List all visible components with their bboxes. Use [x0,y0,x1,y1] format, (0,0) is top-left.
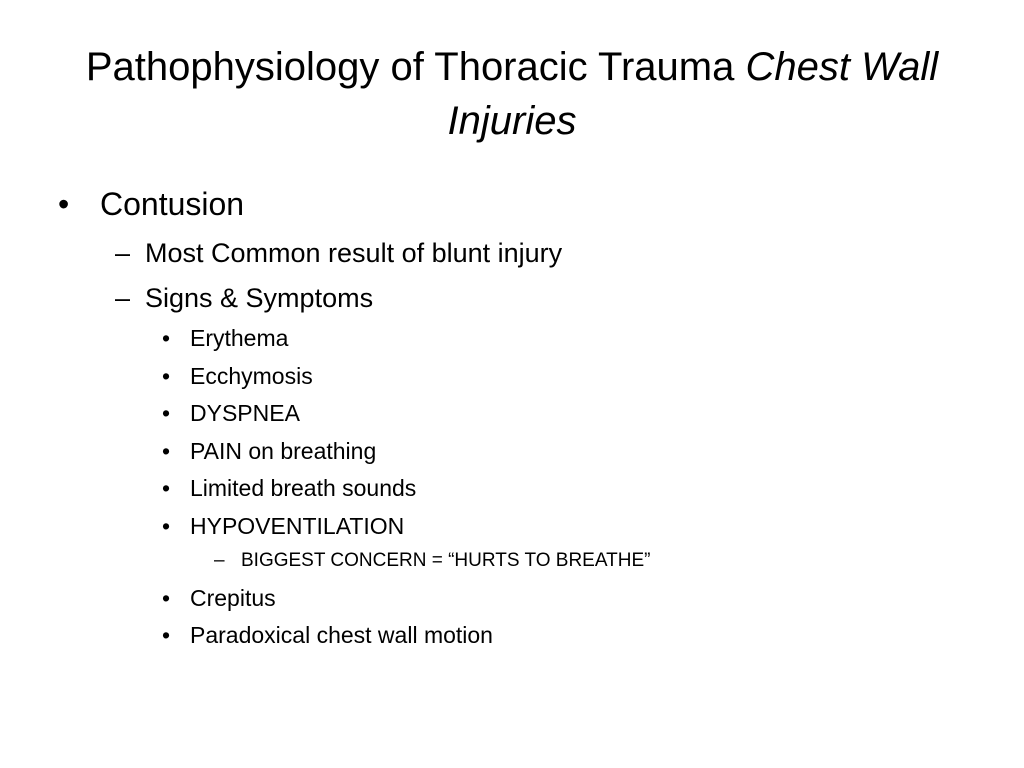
note-text: BIGGEST CONCERN = “HURTS TO BREATHE” [241,550,651,571]
bullet-dot-icon: • [162,325,171,351]
bullet-dot-icon: • [162,585,171,611]
symptom-text: Limited breath sounds [190,475,417,501]
bullet-dot-icon: • [58,186,70,222]
dash-icon: – [115,283,131,313]
sub-item-text: Most Common result of blunt injury [145,238,563,268]
bullet-dot-icon: • [162,513,171,539]
bullet-dot-icon: • [162,475,171,501]
dash-icon: – [214,550,225,571]
title-italic: Chest Wall Injuries [447,45,939,143]
bullet-dot-icon: • [162,622,171,648]
bullet-dot-icon: • [162,438,171,464]
symptom-text: Ecchymosis [190,363,313,389]
symptom-text: Crepitus [190,585,276,611]
symptom-text: DYSPNEA [190,400,300,426]
title-main: Pathophysiology of Thoracic Trauma [85,45,735,89]
symptom-text: Paradoxical chest wall motion [190,622,493,648]
dash-icon: – [115,238,131,268]
symptom-text: PAIN on breathing [190,438,377,464]
slide-title [40,40,984,148]
symptom-text: Erythema [190,325,289,351]
symptom-text: HYPOVENTILATION [190,513,405,539]
bullet-text: Contusion [100,186,245,222]
sub-item-text: Signs & Symptoms [145,283,374,313]
bullet-dot-icon: • [162,400,171,426]
bullet-dot-icon: • [162,363,171,389]
